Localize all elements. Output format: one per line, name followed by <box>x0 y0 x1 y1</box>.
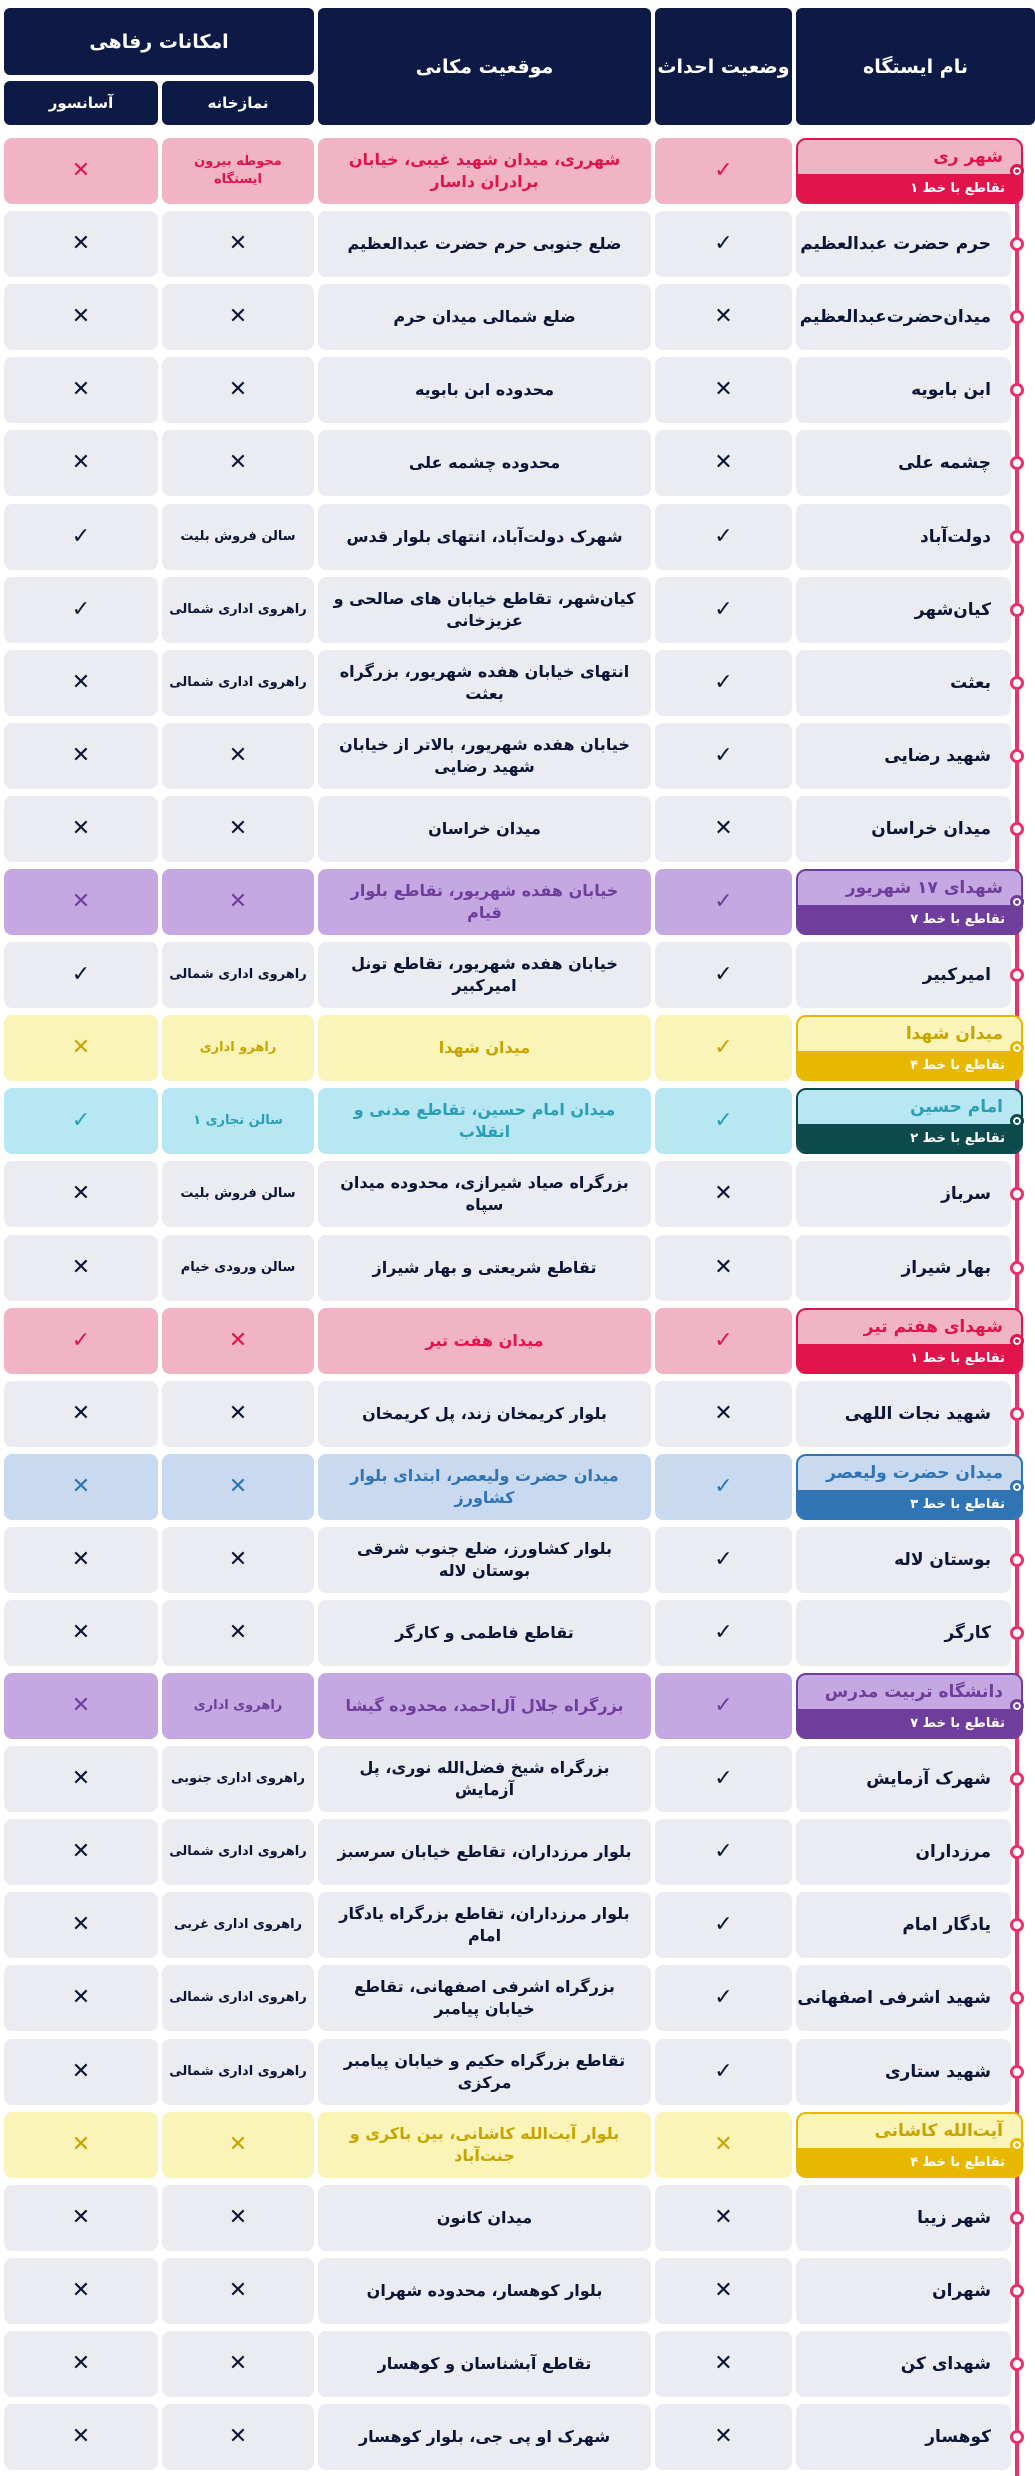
header-amenities: امکانات رفاهی <box>4 8 314 75</box>
check-icon: ✓ <box>655 723 792 789</box>
check-icon: ✓ <box>655 869 792 935</box>
station-name[interactable]: میدان‌حضرت‌عبدالعظیم <box>796 284 1011 350</box>
station-dot <box>1010 822 1024 836</box>
header-status: وضعیت احداث <box>655 8 792 125</box>
station-name[interactable]: دولت‌آباد <box>796 504 1011 570</box>
transfer-badge: تقاطع با خط ۷ <box>798 905 1021 933</box>
check-icon: ✓ <box>655 1673 792 1739</box>
location-cell: تقاطع آبشناسان و کوهسار <box>318 2331 651 2397</box>
check-icon: ✓ <box>655 1088 792 1154</box>
header-elevator: آسانسور <box>4 81 158 125</box>
cross-icon: ✕ <box>162 211 314 277</box>
cross-icon: ✕ <box>4 138 158 204</box>
station-dot <box>1010 895 1024 909</box>
cross-icon: ✕ <box>655 284 792 350</box>
station-dot <box>1010 164 1024 178</box>
station-dot <box>1010 1114 1024 1128</box>
location-cell: بزرگراه صیاد شیرازی، محدوده میدان سپاه <box>318 1161 651 1227</box>
cross-icon: ✕ <box>4 650 158 716</box>
station-name: میدان حضرت ولیعصر <box>826 1463 1003 1483</box>
station-dot <box>1010 749 1024 763</box>
check-icon: ✓ <box>655 2039 792 2105</box>
station-name-transfer[interactable] <box>796 1308 1023 1374</box>
station-name-transfer[interactable] <box>796 1673 1023 1739</box>
station-name: شهر ری <box>933 147 1003 167</box>
check-icon: ✓ <box>655 942 792 1008</box>
cross-icon: ✕ <box>4 1527 158 1593</box>
station-name[interactable]: کارگر <box>796 1600 1011 1666</box>
station-name-transfer[interactable] <box>796 2112 1023 2178</box>
cross-icon: ✕ <box>4 2331 158 2397</box>
check-icon: ✓ <box>4 1308 158 1374</box>
station-name-transfer[interactable] <box>796 1015 1023 1081</box>
prayer-room-cell: راهرو اداری <box>162 1015 314 1081</box>
cross-icon: ✕ <box>162 1600 314 1666</box>
cross-icon: ✕ <box>655 1381 792 1447</box>
cross-icon: ✕ <box>4 284 158 350</box>
cross-icon: ✕ <box>4 357 158 423</box>
transfer-badge: تقاطع با خط ۳ <box>798 1490 1021 1518</box>
cross-icon: ✕ <box>4 2112 158 2178</box>
check-icon: ✓ <box>4 942 158 1008</box>
prayer-room-cell: راهروی اداری شمالی <box>162 1819 314 1885</box>
station-name[interactable]: حرم حضرت عبدالعظیم <box>796 211 1011 277</box>
check-icon: ✓ <box>655 1308 792 1374</box>
cross-icon: ✕ <box>655 357 792 423</box>
location-cell: میدان امام حسین، تقاطع مدنی و انقلاب <box>318 1088 651 1154</box>
station-dot <box>1010 2138 1024 2152</box>
cross-icon: ✕ <box>655 2258 792 2324</box>
check-icon: ✓ <box>4 1088 158 1154</box>
station-name: آیت‌الله کاشانی <box>874 2121 1003 2141</box>
check-icon: ✓ <box>655 1527 792 1593</box>
cross-icon: ✕ <box>162 2404 314 2470</box>
check-icon: ✓ <box>655 504 792 570</box>
location-cell: محدوده ابن بابویه <box>318 357 651 423</box>
station-dot <box>1010 1918 1024 1932</box>
station-dot <box>1010 1699 1024 1713</box>
location-cell: بلوار کوهسار، محدوده شهران <box>318 2258 651 2324</box>
check-icon: ✓ <box>655 1600 792 1666</box>
prayer-room-cell: راهروی اداری شمالی <box>162 942 314 1008</box>
location-cell: بلوار کشاورز، ضلع جنوب شرقی بوستان لاله <box>318 1527 651 1593</box>
check-icon: ✓ <box>655 1746 792 1812</box>
cross-icon: ✕ <box>4 1015 158 1081</box>
station-name[interactable]: شهید رضایی <box>796 723 1011 789</box>
station-dot <box>1010 383 1024 397</box>
location-cell: ضلع جنوبی حرم حضرت عبدالعظیم <box>318 211 651 277</box>
cross-icon: ✕ <box>655 2185 792 2251</box>
station-dot <box>1010 1845 1024 1859</box>
cross-icon: ✕ <box>655 2404 792 2470</box>
cross-icon: ✕ <box>4 1892 158 1958</box>
prayer-room-cell: راهروی اداری شمالی <box>162 1965 314 2031</box>
cross-icon: ✕ <box>4 796 158 862</box>
prayer-room-cell: سالن فروش بلیت <box>162 1161 314 1227</box>
location-cell: بلوار آیت‌الله کاشانی، بین باکری و جنت‌آباد <box>318 2112 651 2178</box>
station-dot <box>1010 310 1024 324</box>
cross-icon: ✕ <box>162 430 314 496</box>
cross-icon: ✕ <box>4 1161 158 1227</box>
header-station: نام ایستگاه <box>796 8 1035 125</box>
station-name-transfer[interactable] <box>796 138 1023 204</box>
cross-icon: ✕ <box>4 2039 158 2105</box>
cross-icon: ✕ <box>4 1673 158 1739</box>
station-name[interactable]: سرباز <box>796 1161 1011 1227</box>
station-name[interactable]: بعثت <box>796 650 1011 716</box>
location-cell: خیابان هفده شهریور، تقاطع بلوار قیام <box>318 869 651 935</box>
check-icon: ✓ <box>4 577 158 643</box>
station-name[interactable]: بوستان لاله <box>796 1527 1011 1593</box>
cross-icon: ✕ <box>655 1235 792 1301</box>
station-name: امام حسین <box>910 1097 1003 1117</box>
location-cell: بزرگراه جلال آل‌احمد، محدوده گیشا <box>318 1673 651 1739</box>
cross-icon: ✕ <box>162 1381 314 1447</box>
location-cell: بلوار مرزداران، تقاطع بزرگراه یادگار امام <box>318 1892 651 1958</box>
prayer-room-cell: راهروی اداری شمالی <box>162 650 314 716</box>
prayer-room-cell: راهروی اداری شمالی <box>162 577 314 643</box>
station-dot <box>1010 1334 1024 1348</box>
location-cell: تقاطع فاطمی و کارگر <box>318 1600 651 1666</box>
prayer-room-cell: محوطه بیرون ایستگاه <box>162 138 314 204</box>
cross-icon: ✕ <box>4 211 158 277</box>
cross-icon: ✕ <box>655 2112 792 2178</box>
station-name[interactable]: شهید ستاری <box>796 2039 1011 2105</box>
location-cell: کیان‌شهر، تقاطع خیابان های صالحی و عزیزخانی <box>318 577 651 643</box>
cross-icon: ✕ <box>162 2112 314 2178</box>
station-dot <box>1010 2357 1024 2371</box>
station-dot <box>1010 2430 1024 2444</box>
station-dot <box>1010 1772 1024 1786</box>
cross-icon: ✕ <box>4 1454 158 1520</box>
cross-icon: ✕ <box>4 723 158 789</box>
location-cell: شهرک او پی جی، بلوار کوهسار <box>318 2404 651 2470</box>
cross-icon: ✕ <box>162 796 314 862</box>
cross-icon: ✕ <box>162 2185 314 2251</box>
check-icon: ✓ <box>655 138 792 204</box>
cross-icon: ✕ <box>162 1454 314 1520</box>
location-cell: بزرگراه اشرفی اصفهانی، تقاطع خیابان پیامبر <box>318 1965 651 2031</box>
location-cell: ضلع شمالی میدان حرم <box>318 284 651 350</box>
station-name: میدان شهدا <box>905 1024 1003 1044</box>
station-name[interactable]: کیان‌شهر <box>796 577 1011 643</box>
cross-icon: ✕ <box>4 1965 158 2031</box>
station-dot <box>1010 456 1024 470</box>
check-icon: ✓ <box>655 1965 792 2031</box>
prayer-room-cell: راهروی اداری جنوبی <box>162 1746 314 1812</box>
location-cell: بلوار مرزداران، تقاطع خیابان سرسبز <box>318 1819 651 1885</box>
cross-icon: ✕ <box>162 357 314 423</box>
station-name[interactable]: امیرکبیر <box>796 942 1011 1008</box>
location-cell: محدوده چشمه علی <box>318 430 651 496</box>
station-dot <box>1010 2284 1024 2298</box>
station-dot <box>1010 2065 1024 2079</box>
location-cell: میدان خراسان <box>318 796 651 862</box>
station-dot <box>1010 1553 1024 1567</box>
location-cell: شهرک دولت‌آباد، انتهای بلوار قدس <box>318 504 651 570</box>
location-cell: میدان هفت تیر <box>318 1308 651 1374</box>
cross-icon: ✕ <box>4 1381 158 1447</box>
transfer-badge: تقاطع با خط ۱ <box>798 1344 1021 1372</box>
location-cell: تقاطع بزرگراه حکیم و خیابان پیامبر مرکزی <box>318 2039 651 2105</box>
cross-icon: ✕ <box>162 869 314 935</box>
cross-icon: ✕ <box>162 723 314 789</box>
cross-icon: ✕ <box>4 869 158 935</box>
station-dot <box>1010 968 1024 982</box>
prayer-room-cell: سالن ورودی خیام <box>162 1235 314 1301</box>
cross-icon: ✕ <box>4 2185 158 2251</box>
station-name[interactable]: شهید اشرفی اصفهانی <box>796 1965 1011 2031</box>
station-dot <box>1010 676 1024 690</box>
station-name: شهدای ۱۷ شهریور <box>845 878 1003 898</box>
location-cell: بلوار کریمخان زند، پل کریمخان <box>318 1381 651 1447</box>
cross-icon: ✕ <box>4 1746 158 1812</box>
station-dot <box>1010 1626 1024 1640</box>
station-dot <box>1010 1407 1024 1421</box>
prayer-room-cell: سالن فروش بلیت <box>162 504 314 570</box>
check-icon: ✓ <box>655 1819 792 1885</box>
check-icon: ✓ <box>655 1892 792 1958</box>
cross-icon: ✕ <box>655 1161 792 1227</box>
station-name[interactable]: یادگار امام <box>796 1892 1011 1958</box>
station-name[interactable]: کوهسار <box>796 2404 1011 2470</box>
check-icon: ✓ <box>655 211 792 277</box>
location-cell: خیابان هفده شهریور، بالاتر از خیابان شهید رضایی <box>318 723 651 789</box>
location-cell: میدان شهدا <box>318 1015 651 1081</box>
cross-icon: ✕ <box>655 796 792 862</box>
transfer-badge: تقاطع با خط ۲ <box>798 1124 1021 1152</box>
cross-icon: ✕ <box>655 430 792 496</box>
station-dot <box>1010 1480 1024 1494</box>
cross-icon: ✕ <box>655 2331 792 2397</box>
cross-icon: ✕ <box>162 2258 314 2324</box>
cross-icon: ✕ <box>4 2258 158 2324</box>
station-name[interactable]: شهید نجات اللهی <box>796 1381 1011 1447</box>
cross-icon: ✕ <box>162 1308 314 1374</box>
station-name-transfer[interactable] <box>796 1454 1023 1520</box>
station-name[interactable]: شهدای کن <box>796 2331 1011 2397</box>
station-name[interactable]: مرزداران <box>796 1819 1011 1885</box>
station-dot <box>1010 1261 1024 1275</box>
station-name: شهدای هفتم تیر <box>863 1317 1003 1337</box>
station-name[interactable]: شهر زیبا <box>796 2185 1011 2251</box>
location-cell: تقاطع شریعتی و بهار شیراز <box>318 1235 651 1301</box>
station-name[interactable]: شهرک آزمایش <box>796 1746 1011 1812</box>
station-dot <box>1010 237 1024 251</box>
transfer-badge: تقاطع با خط ۱ <box>798 174 1021 202</box>
check-icon: ✓ <box>655 650 792 716</box>
location-cell: بزرگراه شیخ فضل‌الله نوری، پل آزمایش <box>318 1746 651 1812</box>
check-icon: ✓ <box>655 1015 792 1081</box>
cross-icon: ✕ <box>4 430 158 496</box>
prayer-room-cell: سالن تجاری ۱ <box>162 1088 314 1154</box>
location-cell: میدان حضرت ولیعصر، ابتدای بلوار کشاورز <box>318 1454 651 1520</box>
prayer-room-cell: راهروی اداری <box>162 1673 314 1739</box>
station-dot <box>1010 2211 1024 2225</box>
station-dot <box>1010 1041 1024 1055</box>
station-name[interactable]: شهران <box>796 2258 1011 2324</box>
station-name[interactable]: بهار شیراز <box>796 1235 1011 1301</box>
transfer-badge: تقاطع با خط ۷ <box>798 1709 1021 1737</box>
prayer-room-cell: راهروی اداری شمالی <box>162 2039 314 2105</box>
station-name-transfer[interactable] <box>796 1088 1023 1154</box>
transfer-badge: تقاطع با خط ۴ <box>798 1051 1021 1079</box>
location-cell: انتهای خیابان هفده شهریور، بزرگراه بعثت <box>318 650 651 716</box>
check-icon: ✓ <box>4 504 158 570</box>
cross-icon: ✕ <box>162 284 314 350</box>
header-prayer-room: نمازخانه <box>162 81 314 125</box>
station-name[interactable]: میدان خراسان <box>796 796 1011 862</box>
cross-icon: ✕ <box>4 1600 158 1666</box>
cross-icon: ✕ <box>4 2404 158 2470</box>
cross-icon: ✕ <box>4 1819 158 1885</box>
check-icon: ✓ <box>655 577 792 643</box>
station-dot <box>1010 1991 1024 2005</box>
station-dot <box>1010 530 1024 544</box>
cross-icon: ✕ <box>162 1527 314 1593</box>
location-cell: خیابان هفده شهریور، تقاطع تونل امیرکبیر <box>318 942 651 1008</box>
cross-icon: ✕ <box>4 1235 158 1301</box>
station-dot <box>1010 603 1024 617</box>
transfer-badge: تقاطع با خط ۴ <box>798 2148 1021 2176</box>
station-dot <box>1010 1187 1024 1201</box>
prayer-room-cell: راهروی اداری غربی <box>162 1892 314 1958</box>
cross-icon: ✕ <box>162 2331 314 2397</box>
station-name: دانشگاه تربیت مدرس <box>824 1682 1003 1702</box>
header-location: موقعیت مکانی <box>318 8 651 125</box>
check-icon: ✓ <box>655 1454 792 1520</box>
location-cell: میدان کانون <box>318 2185 651 2251</box>
station-name[interactable]: چشمه علی <box>796 430 1011 496</box>
station-name[interactable]: ابن بابویه <box>796 357 1011 423</box>
station-name-transfer[interactable] <box>796 869 1023 935</box>
location-cell: شهرری، میدان شهید غیبی، خیابان برادران داسار <box>318 138 651 204</box>
